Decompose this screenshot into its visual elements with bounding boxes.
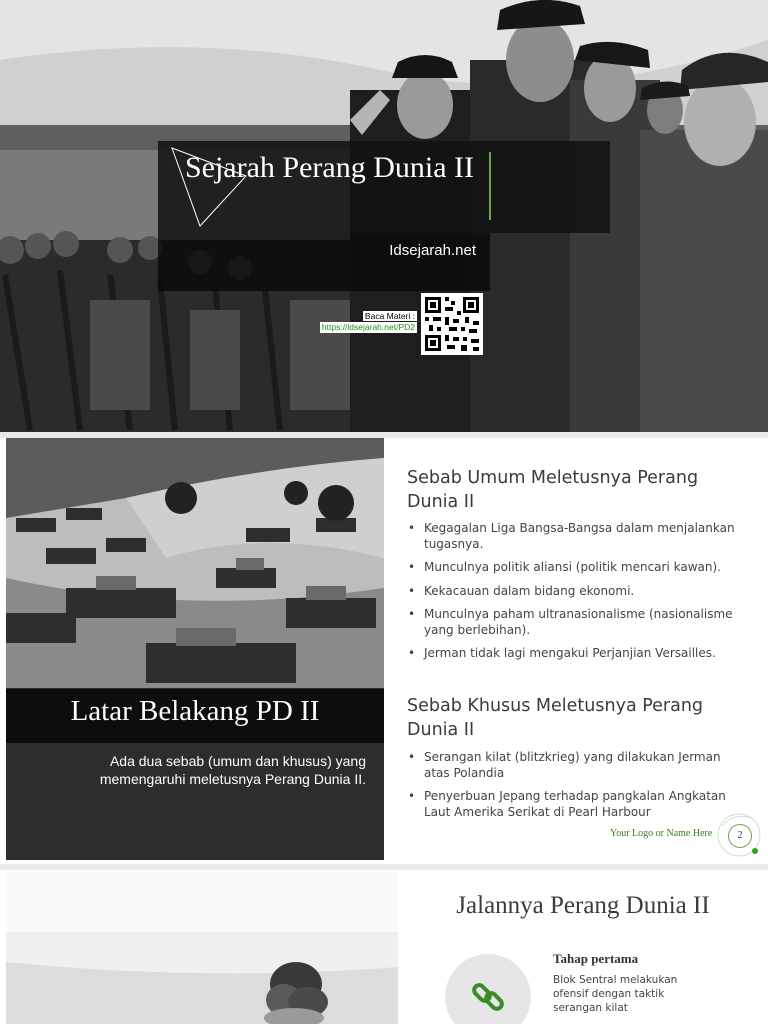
list-item: • Kekacauan dalam bidang ekonomi. (407, 584, 747, 600)
list-item: • Serangan kilat (blitzkrieg) yang dilakukan Jerman atas Polandia (407, 750, 747, 781)
list-item: • Jerman tidak lagi mengakui Perjanjian Versailles. (407, 646, 747, 662)
slide-course-of-war (0, 870, 768, 1024)
link-icon (445, 954, 531, 1024)
general-causes-heading: Sebab Umum Meletusnya Perang Dunia II (407, 468, 699, 512)
general-causes-list (407, 521, 747, 670)
presentation-title: Sejarah Perang Dunia II (184, 151, 474, 184)
slide-background (0, 438, 768, 864)
qr-caption (312, 311, 417, 333)
list-item: • Penyerbuan Jepang terhadap pangkalan Angkatan Laut Amerika Serikat di Pearl Harbour (407, 789, 747, 820)
title-accent-line (489, 152, 491, 220)
slide-title (0, 0, 768, 432)
specific-causes-heading: Sebab Khusus Meletusnya Perang Dunia II (407, 696, 704, 740)
qr-url-link[interactable]: https://idsejarah.net/PD2 (321, 322, 415, 332)
qr-label: Baca Materi : (364, 311, 415, 321)
step-title: Tahap pertama (553, 951, 639, 966)
explosion-photo (6, 872, 398, 1024)
step-icon-circle (445, 954, 531, 1024)
list-item: • Munculnya politik aliansi (politik mencari kawan). (407, 560, 747, 576)
page-number: 2 (728, 824, 752, 848)
section-description: Ada dua sebab (umum dan khusus) yang memengaruhi meletusnya Perang Dunia II. (99, 753, 366, 787)
list-item: • Kegagalan Liga Bangsa-Bangsa dalam menjalankan tugasnya. (407, 521, 747, 552)
step-description: Blok Sentral melakukan ofensif dengan taktik serangan kilat (553, 974, 678, 1014)
slide-title-text: Jalannya Perang Dunia II (456, 892, 710, 919)
section-title: Latar Belakang PD II (70, 695, 320, 727)
tanks-photo (6, 438, 384, 688)
qr-code-icon[interactable] (421, 293, 483, 355)
specific-causes-list (407, 750, 747, 828)
background-panel (6, 438, 384, 860)
presentation-subtitle: Idsejarah.net (389, 242, 476, 259)
list-item: • Munculnya paham ultranasionalisme (nasionalisme yang berlebihan). (407, 607, 747, 638)
causes-panel (394, 438, 768, 862)
logo-placeholder: Your Logo or Name Here (610, 828, 713, 839)
